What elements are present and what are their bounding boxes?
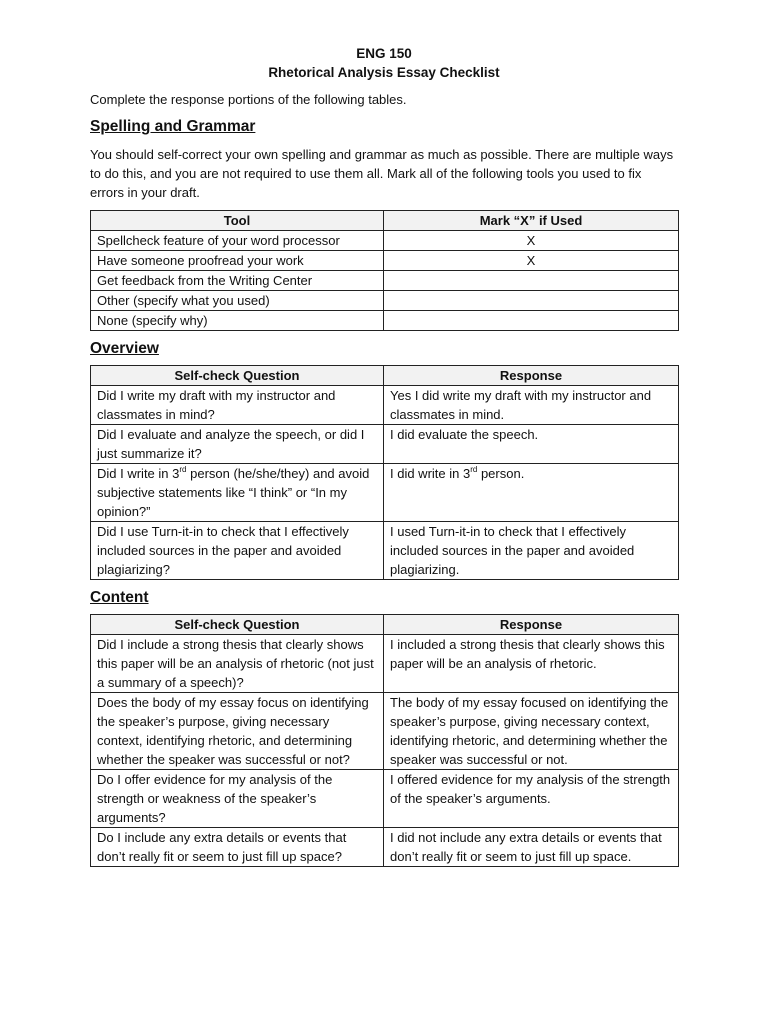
ordinal-suffix: rd [470, 465, 478, 474]
response-column-header: Response [384, 615, 679, 635]
response-cell[interactable]: I did not include any extra details or events that don’t really fit or seem to just fill up space. [384, 828, 679, 867]
question-column-header: Self-check Question [91, 366, 384, 386]
tool-cell: Spellcheck feature of your word processor [91, 231, 384, 251]
question-cell: Do I offer evidence for my analysis of the strength or weakness of the speaker’s arguments? [91, 770, 384, 828]
question-cell: Did I include a strong thesis that clearly shows this paper will be an analysis of rhetoric (not just a summary of a speech)? [91, 635, 384, 693]
response-cell[interactable]: Yes I did write my draft with my instructor and classmates in mind. [384, 386, 679, 425]
table-row [91, 311, 679, 331]
spelling-paragraph: You should self-correct your own spelling and grammar as much as possible. There are multiple ways to do this, and you are not required to use them all. Mark all of the following tools you used to fix errors in your draft. [90, 147, 674, 200]
response-text-end: person. [477, 466, 525, 481]
tools-table [90, 210, 679, 331]
tool-cell: Other (specify what you used) [91, 291, 384, 311]
table-header-row [91, 211, 679, 231]
table-row [91, 231, 679, 251]
table-row [91, 522, 679, 580]
response-text-start: I did write in 3 [390, 466, 471, 481]
table-row [91, 635, 679, 693]
tool-cell: None (specify why) [91, 311, 384, 331]
response-cell[interactable] [384, 464, 679, 522]
mark-cell[interactable] [384, 271, 679, 291]
content-heading: Content [90, 589, 149, 606]
table-header-row [91, 615, 679, 635]
intro-text: Complete the response portions of the following tables. [90, 92, 407, 107]
table-row [91, 386, 679, 425]
overview-table [90, 365, 679, 580]
table-header-row [91, 366, 679, 386]
tool-column-header: Tool [91, 211, 384, 231]
spelling-heading: Spelling and Grammar [90, 118, 256, 135]
response-cell[interactable]: I used Turn-it-in to check that I effectively included sources in the paper and avoided plagiarizing. [384, 522, 679, 580]
overview-heading: Overview [90, 340, 159, 357]
response-cell[interactable]: The body of my essay focused on identifying the speaker’s purpose, giving necessary context, identifying rhetoric, and determining whether the speaker was successful or not. [384, 693, 679, 770]
mark-column-header: Mark “X” if Used [384, 211, 679, 231]
response-cell[interactable]: I did evaluate the speech. [384, 425, 679, 464]
mark-cell[interactable] [384, 311, 679, 331]
question-cell: Does the body of my essay focus on identifying the speaker’s purpose, giving necessary context, identifying rhetoric, and determining whether the speaker was successful or not? [91, 693, 384, 770]
table-row [91, 291, 679, 311]
question-cell: Did I use Turn-it-in to check that I effectively included sources in the paper and avoided plagiarizing? [91, 522, 384, 580]
table-row [91, 251, 679, 271]
course-title: ENG 150 [356, 46, 412, 61]
table-row [91, 464, 679, 522]
question-cell: Did I write my draft with my instructor and classmates in mind? [91, 386, 384, 425]
mark-cell[interactable]: X [384, 231, 679, 251]
question-text-end: person (he/she/they) and avoid subjective statements like “I think” or “In my opinion?” [97, 466, 370, 519]
question-cell: Do I include any extra details or events that don’t really fit or seem to just fill up space? [91, 828, 384, 867]
question-text-start: Did I write in 3 [97, 466, 180, 481]
table-row [91, 693, 679, 770]
table-row [91, 425, 679, 464]
response-cell[interactable]: I offered evidence for my analysis of the strength of the speaker’s arguments. [384, 770, 679, 828]
response-cell[interactable]: I included a strong thesis that clearly shows this paper will be an analysis of rhetoric. [384, 635, 679, 693]
document-page [90, 44, 678, 867]
table-row [91, 770, 679, 828]
content-table [90, 614, 679, 867]
table-row [91, 828, 679, 867]
document-title: Rhetorical Analysis Essay Checklist [268, 65, 500, 80]
ordinal-suffix: rd [179, 465, 187, 474]
question-cell: Did I evaluate and analyze the speech, or did I just summarize it? [91, 425, 384, 464]
table-row [91, 271, 679, 291]
mark-cell[interactable]: X [384, 251, 679, 271]
question-column-header: Self-check Question [91, 615, 384, 635]
mark-cell[interactable] [384, 291, 679, 311]
tool-cell: Have someone proofread your work [91, 251, 384, 271]
question-cell [91, 464, 384, 522]
response-column-header: Response [384, 366, 679, 386]
tool-cell: Get feedback from the Writing Center [91, 271, 384, 291]
